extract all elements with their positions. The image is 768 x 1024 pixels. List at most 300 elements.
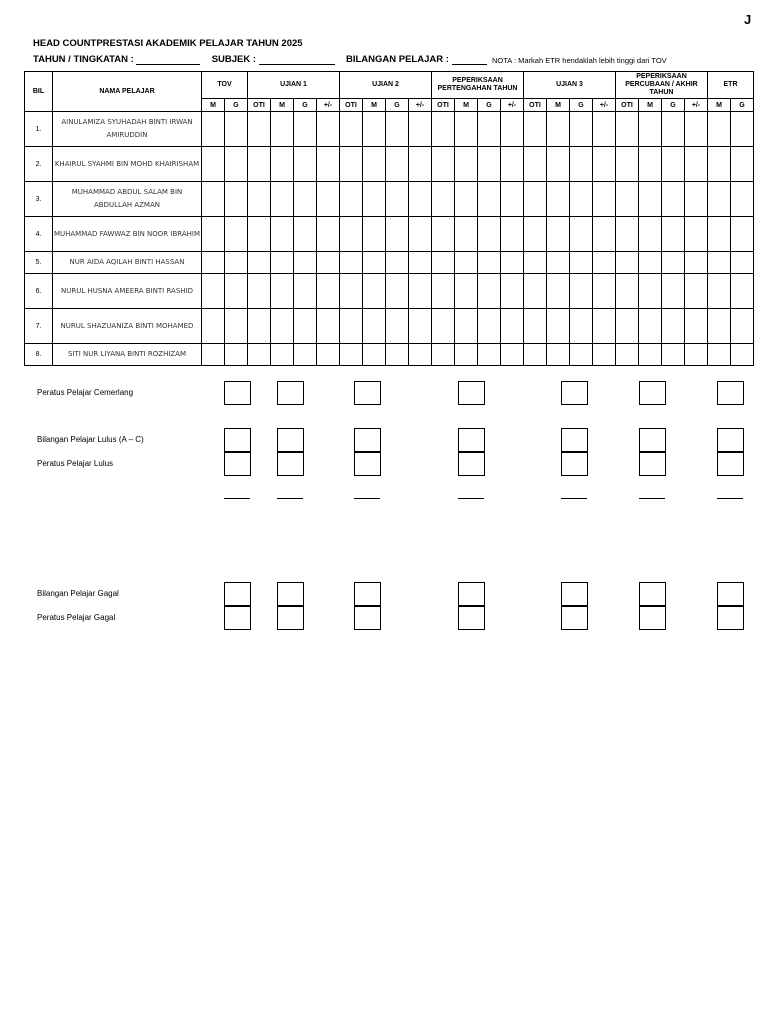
sub-header: OTI — [340, 99, 363, 112]
score-cell[interactable] — [731, 217, 754, 252]
score-cell[interactable] — [524, 112, 547, 147]
score-cell[interactable] — [616, 344, 639, 366]
blank-line — [277, 498, 303, 499]
score-cell[interactable] — [340, 344, 363, 366]
score-cell[interactable] — [271, 309, 294, 344]
lulus-count-box[interactable] — [224, 428, 251, 452]
score-cell[interactable] — [662, 217, 685, 252]
score-cell[interactable] — [524, 309, 547, 344]
score-cell[interactable] — [478, 112, 501, 147]
score-cell[interactable] — [616, 147, 639, 182]
score-cell[interactable] — [248, 274, 271, 309]
score-cell[interactable] — [409, 182, 432, 217]
score-cell[interactable] — [363, 147, 386, 182]
score-cell[interactable] — [547, 217, 570, 252]
score-cell[interactable] — [340, 112, 363, 147]
score-cell[interactable] — [547, 252, 570, 274]
score-cell[interactable] — [386, 274, 409, 309]
score-cell[interactable] — [662, 252, 685, 274]
gagal-pct-box[interactable] — [639, 606, 666, 630]
blank-line — [717, 498, 743, 499]
group-header-tov: TOV — [202, 72, 248, 99]
score-cell[interactable] — [271, 182, 294, 217]
score-cell[interactable] — [731, 309, 754, 344]
score-cell[interactable] — [432, 182, 455, 217]
score-cell[interactable] — [340, 274, 363, 309]
score-cell[interactable] — [363, 182, 386, 217]
gagal-count-box[interactable] — [458, 582, 485, 606]
cemerlang-box[interactable] — [224, 381, 251, 405]
score-cell[interactable] — [685, 274, 708, 309]
row-student-name: NUR AIDA AQILAH BINTI HASSAN — [53, 252, 202, 274]
score-cell[interactable] — [455, 217, 478, 252]
score-cell[interactable] — [685, 309, 708, 344]
score-cell[interactable] — [478, 217, 501, 252]
row-student-name: KHAIRUL SYAHMI BIN MOHD KHAIRISHAM — [53, 147, 202, 182]
lulus-count-box[interactable] — [639, 428, 666, 452]
score-cell[interactable] — [639, 112, 662, 147]
cemerlang-box[interactable] — [561, 381, 588, 405]
score-cell[interactable] — [639, 252, 662, 274]
score-cell[interactable] — [501, 112, 524, 147]
score-cell[interactable] — [547, 274, 570, 309]
tahun-field[interactable] — [136, 54, 200, 65]
score-cell[interactable] — [685, 112, 708, 147]
score-cell[interactable] — [271, 252, 294, 274]
score-cell[interactable] — [547, 182, 570, 217]
score-cell[interactable] — [317, 217, 340, 252]
score-cell[interactable] — [731, 274, 754, 309]
score-cell[interactable] — [202, 252, 225, 274]
sub-header: +/- — [501, 99, 524, 112]
score-cell[interactable] — [501, 309, 524, 344]
score-cell[interactable] — [478, 182, 501, 217]
score-cell[interactable] — [455, 182, 478, 217]
score-cell[interactable] — [708, 217, 731, 252]
row-student-name: AINULAMIZA SYUHADAH BINTI IRWAN AMIRUDDIN — [53, 112, 202, 147]
score-cell[interactable] — [524, 274, 547, 309]
score-cell[interactable] — [616, 217, 639, 252]
score-cell[interactable] — [271, 112, 294, 147]
gagal-count-box[interactable] — [277, 582, 304, 606]
score-cell[interactable] — [225, 309, 248, 344]
score-cell[interactable] — [639, 147, 662, 182]
row-student-name: SITI NUR LIYANA BINTI ROZHIZAM — [53, 344, 202, 366]
score-cell[interactable] — [363, 344, 386, 366]
score-cell[interactable] — [409, 274, 432, 309]
score-cell[interactable] — [363, 217, 386, 252]
score-cell[interactable] — [524, 182, 547, 217]
score-cell[interactable] — [570, 252, 593, 274]
bilangan-field[interactable] — [452, 54, 487, 65]
score-cell[interactable] — [616, 182, 639, 217]
nama-header: NAMA PELAJAR — [53, 72, 202, 112]
score-cell[interactable] — [248, 147, 271, 182]
score-cell[interactable] — [432, 112, 455, 147]
row-bil: 1. — [25, 112, 53, 147]
score-cell[interactable] — [340, 252, 363, 274]
group-header-ujian3: UJIAN 3 — [524, 72, 616, 99]
row-bil: 4. — [25, 217, 53, 252]
score-cell[interactable] — [524, 147, 547, 182]
row-student-name: MUHAMMAD ABDUL SALAM BIN ABDULLAH AZMAN — [53, 182, 202, 217]
score-cell[interactable] — [639, 344, 662, 366]
group-header-ujian1: UJIAN 1 — [248, 72, 340, 99]
score-cell[interactable] — [409, 252, 432, 274]
tahun-label: TAHUN / TINGKATAN : — [33, 54, 134, 65]
gagal-count-box[interactable] — [561, 582, 588, 606]
score-cell[interactable] — [478, 344, 501, 366]
sub-header: G — [662, 99, 685, 112]
score-cell[interactable] — [639, 274, 662, 309]
gagal-pct-box[interactable] — [277, 606, 304, 630]
score-cell[interactable] — [708, 252, 731, 274]
score-cell[interactable] — [708, 274, 731, 309]
blank-line — [354, 498, 380, 499]
score-cell[interactable] — [708, 309, 731, 344]
score-cell[interactable] — [616, 252, 639, 274]
score-cell[interactable] — [432, 217, 455, 252]
score-cell[interactable] — [593, 182, 616, 217]
sub-header: M — [202, 99, 225, 112]
score-cell[interactable] — [432, 252, 455, 274]
score-cell[interactable] — [363, 309, 386, 344]
sub-header: M — [547, 99, 570, 112]
lulus-count-box[interactable] — [561, 428, 588, 452]
score-cell[interactable] — [432, 147, 455, 182]
lulus-pct-box[interactable] — [224, 452, 251, 476]
sub-header: G — [570, 99, 593, 112]
lulus-pct-box[interactable] — [639, 452, 666, 476]
group-header-percubaan: PEPERIKSAAN PERCUBAAN / AKHIR TAHUN — [616, 72, 708, 99]
score-cell[interactable] — [202, 344, 225, 366]
score-cell[interactable] — [225, 147, 248, 182]
score-cell[interactable] — [294, 309, 317, 344]
score-cell[interactable] — [639, 309, 662, 344]
table-row — [25, 112, 754, 147]
score-cell[interactable] — [731, 344, 754, 366]
score-cell[interactable] — [570, 309, 593, 344]
lulus-pct-box[interactable] — [561, 452, 588, 476]
score-cell[interactable] — [593, 309, 616, 344]
score-cell[interactable] — [317, 112, 340, 147]
row-bil: 8. — [25, 344, 53, 366]
row-student-name: MUHAMMAD FAWWAZ BIN NOOR IBRAHIM — [53, 217, 202, 252]
blank-line — [224, 498, 250, 499]
score-cell[interactable] — [386, 252, 409, 274]
score-cell[interactable] — [294, 112, 317, 147]
table-row — [25, 147, 754, 182]
bilangan-label: BILANGAN PELAJAR : — [345, 54, 449, 65]
score-cell[interactable] — [708, 344, 731, 366]
gagal-count-box[interactable] — [354, 582, 381, 606]
group-header-ujian2: UJIAN 2 — [340, 72, 432, 99]
score-cell[interactable] — [708, 112, 731, 147]
score-cell[interactable] — [340, 182, 363, 217]
sub-header: OTI — [616, 99, 639, 112]
gagal-count-box[interactable] — [639, 582, 666, 606]
gagal-count-box[interactable] — [717, 582, 744, 606]
score-cell[interactable] — [639, 182, 662, 217]
header-fields — [33, 54, 487, 65]
gagal-count-label: Bilangan Pelajar Gagal — [37, 589, 119, 598]
score-cell[interactable] — [455, 344, 478, 366]
score-cell[interactable] — [409, 147, 432, 182]
lulus-pct-box[interactable] — [458, 452, 485, 476]
score-cell[interactable] — [317, 147, 340, 182]
score-cell[interactable] — [294, 147, 317, 182]
score-cell[interactable] — [547, 112, 570, 147]
sub-header: M — [363, 99, 386, 112]
score-cell[interactable] — [317, 182, 340, 217]
sub-header: +/- — [593, 99, 616, 112]
gagal-pct-box[interactable] — [354, 606, 381, 630]
score-cell[interactable] — [248, 182, 271, 217]
score-cell[interactable] — [202, 309, 225, 344]
score-cell[interactable] — [248, 309, 271, 344]
table-row — [25, 252, 754, 274]
score-cell[interactable] — [455, 112, 478, 147]
bil-header: BIL — [25, 72, 53, 112]
sub-header: G — [478, 99, 501, 112]
subjek-field[interactable] — [259, 54, 335, 65]
score-cell[interactable] — [547, 344, 570, 366]
sub-header: +/- — [409, 99, 432, 112]
sub-header: M — [271, 99, 294, 112]
gagal-count-box[interactable] — [224, 582, 251, 606]
score-cell[interactable] — [225, 112, 248, 147]
cemerlang-box[interactable] — [354, 381, 381, 405]
score-cell[interactable] — [524, 344, 547, 366]
score-cell[interactable] — [248, 112, 271, 147]
score-cell[interactable] — [386, 182, 409, 217]
score-cell[interactable] — [570, 112, 593, 147]
score-cell[interactable] — [685, 147, 708, 182]
score-cell[interactable] — [294, 274, 317, 309]
cemerlang-box[interactable] — [277, 381, 304, 405]
subjek-label: SUBJEK : — [211, 54, 257, 65]
score-cell[interactable] — [248, 217, 271, 252]
score-cell[interactable] — [547, 309, 570, 344]
sub-header: OTI — [248, 99, 271, 112]
score-cell[interactable] — [593, 252, 616, 274]
score-cell[interactable] — [386, 309, 409, 344]
score-cell[interactable] — [409, 112, 432, 147]
score-cell[interactable] — [501, 147, 524, 182]
score-cell[interactable] — [271, 344, 294, 366]
score-cell[interactable] — [386, 112, 409, 147]
score-cell[interactable] — [478, 309, 501, 344]
score-cell[interactable] — [340, 309, 363, 344]
score-cell[interactable] — [271, 274, 294, 309]
score-cell[interactable] — [248, 252, 271, 274]
score-cell[interactable] — [225, 217, 248, 252]
score-cell[interactable] — [731, 252, 754, 274]
score-cell[interactable] — [409, 309, 432, 344]
score-cell[interactable] — [455, 309, 478, 344]
score-cell[interactable] — [662, 274, 685, 309]
cemerlang-box[interactable] — [639, 381, 666, 405]
gagal-pct-box[interactable] — [717, 606, 744, 630]
score-cell[interactable] — [685, 252, 708, 274]
score-cell[interactable] — [685, 217, 708, 252]
score-cell[interactable] — [340, 217, 363, 252]
gagal-pct-label: Peratus Pelajar Gagal — [37, 613, 116, 622]
results-table — [24, 71, 754, 366]
score-cell[interactable] — [662, 182, 685, 217]
score-cell[interactable] — [708, 147, 731, 182]
gagal-pct-box[interactable] — [458, 606, 485, 630]
score-cell[interactable] — [202, 274, 225, 309]
score-cell[interactable] — [662, 309, 685, 344]
blank-line — [561, 498, 587, 499]
score-cell[interactable] — [662, 112, 685, 147]
gagal-pct-box[interactable] — [561, 606, 588, 630]
score-cell[interactable] — [524, 217, 547, 252]
gagal-pct-box[interactable] — [224, 606, 251, 630]
score-cell[interactable] — [294, 182, 317, 217]
corner-mark: J — [744, 12, 752, 27]
score-cell[interactable] — [363, 252, 386, 274]
score-cell[interactable] — [225, 344, 248, 366]
score-cell[interactable] — [202, 112, 225, 147]
score-cell[interactable] — [294, 217, 317, 252]
cemerlang-box[interactable] — [458, 381, 485, 405]
score-cell[interactable] — [570, 147, 593, 182]
score-cell[interactable] — [685, 344, 708, 366]
group-header-pertengahan: PEPERIKSAAN PERTENGAHAN TAHUN — [432, 72, 524, 99]
note: NOTA : Markah ETR hendaklah lebih tinggi dari TOV — [492, 56, 667, 65]
score-cell[interactable] — [248, 344, 271, 366]
lulus-count-box[interactable] — [277, 428, 304, 452]
sub-header: M — [455, 99, 478, 112]
score-cell[interactable] — [455, 274, 478, 309]
lulus-count-label: Bilangan Pelajar Lulus (A – C) — [37, 435, 144, 444]
score-cell[interactable] — [478, 274, 501, 309]
score-cell[interactable] — [616, 274, 639, 309]
score-cell[interactable] — [271, 147, 294, 182]
row-bil: 6. — [25, 274, 53, 309]
score-cell[interactable] — [593, 112, 616, 147]
lulus-pct-box[interactable] — [717, 452, 744, 476]
score-cell[interactable] — [478, 252, 501, 274]
score-cell[interactable] — [225, 182, 248, 217]
score-cell[interactable] — [593, 217, 616, 252]
score-cell[interactable] — [501, 217, 524, 252]
lulus-pct-label: Peratus Pelajar Lulus — [37, 459, 114, 468]
sub-header: +/- — [685, 99, 708, 112]
score-cell[interactable] — [432, 309, 455, 344]
score-cell[interactable] — [570, 344, 593, 366]
score-cell[interactable] — [271, 217, 294, 252]
score-cell[interactable] — [225, 252, 248, 274]
score-cell[interactable] — [501, 252, 524, 274]
score-cell[interactable] — [202, 182, 225, 217]
lulus-count-box[interactable] — [458, 428, 485, 452]
lulus-count-box[interactable] — [354, 428, 381, 452]
score-cell[interactable] — [731, 147, 754, 182]
row-student-name: NURUL HUSNA AMEERA BINTI RASHID — [53, 274, 202, 309]
score-cell[interactable] — [432, 344, 455, 366]
score-cell[interactable] — [455, 252, 478, 274]
score-cell[interactable] — [501, 274, 524, 309]
score-cell[interactable] — [294, 344, 317, 366]
row-bil: 5. — [25, 252, 53, 274]
lulus-pct-box[interactable] — [354, 452, 381, 476]
score-cell[interactable] — [386, 147, 409, 182]
row-bil: 2. — [25, 147, 53, 182]
sub-header: G — [225, 99, 248, 112]
sub-header: M — [708, 99, 731, 112]
row-student-name: NURUL SHAZUANIZA BINTI MOHAMED — [53, 309, 202, 344]
blank-line — [458, 498, 484, 499]
score-cell[interactable] — [317, 274, 340, 309]
score-cell[interactable] — [363, 112, 386, 147]
score-cell[interactable] — [501, 344, 524, 366]
cemerlang-label: Peratus Pelajar Cemerlang — [37, 388, 134, 397]
score-cell[interactable] — [317, 344, 340, 366]
row-bil: 7. — [25, 309, 53, 344]
score-cell[interactable] — [317, 309, 340, 344]
score-cell[interactable] — [202, 147, 225, 182]
sub-header: G — [731, 99, 754, 112]
sub-header: OTI — [524, 99, 547, 112]
score-cell[interactable] — [662, 147, 685, 182]
score-cell[interactable] — [225, 274, 248, 309]
score-cell[interactable] — [547, 147, 570, 182]
score-cell[interactable] — [455, 147, 478, 182]
sub-header: +/- — [317, 99, 340, 112]
score-cell[interactable] — [202, 217, 225, 252]
score-cell[interactable] — [386, 344, 409, 366]
score-cell[interactable] — [363, 274, 386, 309]
sub-header: M — [639, 99, 662, 112]
score-cell[interactable] — [294, 252, 317, 274]
score-cell[interactable] — [501, 182, 524, 217]
score-cell[interactable] — [593, 274, 616, 309]
score-cell[interactable] — [409, 344, 432, 366]
score-cell[interactable] — [731, 182, 754, 217]
table-row — [25, 217, 754, 252]
lulus-pct-box[interactable] — [277, 452, 304, 476]
score-cell[interactable] — [478, 147, 501, 182]
group-header-etr: ETR — [708, 72, 754, 99]
score-cell[interactable] — [570, 217, 593, 252]
sub-header: OTI — [432, 99, 455, 112]
score-cell[interactable] — [409, 217, 432, 252]
cemerlang-box[interactable] — [717, 381, 744, 405]
score-cell[interactable] — [570, 274, 593, 309]
score-cell[interactable] — [340, 147, 363, 182]
score-cell[interactable] — [593, 344, 616, 366]
score-cell[interactable] — [524, 252, 547, 274]
score-cell[interactable] — [317, 252, 340, 274]
score-cell[interactable] — [662, 344, 685, 366]
score-cell[interactable] — [386, 217, 409, 252]
score-cell[interactable] — [708, 182, 731, 217]
score-cell[interactable] — [685, 182, 708, 217]
row-bil: 3. — [25, 182, 53, 217]
score-cell[interactable] — [593, 147, 616, 182]
score-cell[interactable] — [731, 112, 754, 147]
score-cell[interactable] — [639, 217, 662, 252]
table-row — [25, 309, 754, 344]
score-cell[interactable] — [432, 274, 455, 309]
lulus-count-box[interactable] — [717, 428, 744, 452]
score-cell[interactable] — [570, 182, 593, 217]
score-cell[interactable] — [616, 309, 639, 344]
score-cell[interactable] — [616, 112, 639, 147]
